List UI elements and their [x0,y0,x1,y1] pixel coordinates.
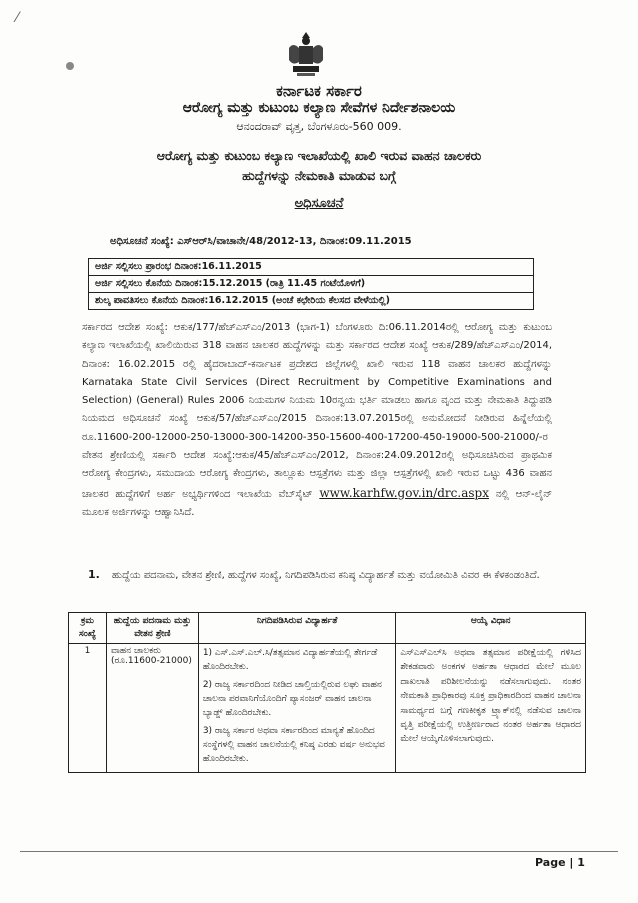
margin-mark: ⁄ [16,10,19,26]
post-pay-scale: (ರೂ.11600-21000) [110,656,192,666]
table-header-row [69,613,586,644]
cell-post [106,644,198,773]
important-dates-box [88,258,534,310]
header-qualification: ನಿಗದಿಪಡಿಸಿರುವ ವಿದ್ಯಾರ್ಹತೆ [198,613,396,644]
website-link[interactable]: www.karhfw.gov.in/drc.aspx [319,485,489,500]
body-paragraph: ಸರ್ಕಾರದ ಆದೇಶ ಸಂಖ್ಯೆ: ಆಕುಕ/177/ಹೆಚ್‌ಎಸ್‌ಎಂ/2013 (ಭಾಗ-1) ಬೆಂಗಳೂರು ದಿ:06.11.2014ರಲ್ಲಿ ಆರೋಗ್ಯ ಮತ್ತು ಕುಟುಂಬ ಕಲ್ಯಾಣ ಇಲಾಖೆಯಲ್ಲಿ ಖಾಲಿಯಿರುವ 318 ವಾಹನ ಚಾಲಕರ ಹುದ್ದೆಗಳನ್ನು ಮತ್ತು ಸರ್ಕಾರದ ಆದೇಶ ಸಂಖ್ಯೆ ಆಕುಕ/289/ಹೆಚ್‌ಎಸ್‌ಎಂ/2014, ದಿನಾಂಕ: 16.02.2015 ರಲ್ಲಿ ಹೈದರಾಬಾದ್-ಕರ್ನಾಟಕ ಪ್ರದೇಶದ ಜಿಲ್ಲೆಗಳಲ್ಲಿ ಖಾಲಿ ಇರುವ 118 ವಾಹನ ಚಾಲಕರ ಹುದ್ದೆಗಳನ್ನು Karnataka State Civil Services (Direct Recruitment by Competitive Examinations and Selection) (General) Rules 2006 ನಿಯಮಗಳ ನಿಯಮ 10ರನ್ವಯ ಭರ್ತಿ ಮಾಡಲು ಹಾಗೂ ವೃಂದ ಮತ್ತು ನೇಮಕಾತಿ ತಿದ್ದುಪಡಿ ನಿಯಮದ ಅಧಿಸೂಚನೆ ಸಂಖ್ಯೆ ಆಕುಕ/57/ಹೆಚ್‌ಎಸ್‌ಎಂ/2015 ದಿನಾಂಕ:13.07.2015ರಲ್ಲಿ ಅನುಮೋದನೆ ನೀಡಿರುವ ಹಿನ್ನೆಲೆಯಲ್ಲಿ ರೂ.11600-200-12000-250-13000-300-14200-350-15600-400-17200-450-19000-500-21000/-ರ ವೇತನ ಶ್ರೇಣಿಯಲ್ಲಿ ಸರ್ಕಾರಿ ಆದೇಶ ಸಂಖ್ಯೆ:ಆಕುಕ/45/ಹೆಚ್‌ಎಸ್‌ಎಂ/2012, ದಿನಾಂಕ:24.09.2012ರಲ್ಲಿ ಅಧಿಸೂಚಿಸಿರುವ ಪ್ರಾಥಮಿಕ ಆರೋಗ್ಯ ಕೇಂದ್ರಗಳು, ಸಮುದಾಯ ಆರೋಗ್ಯ ಕೇಂದ್ರಗಳು, ತಾಲ್ಲೂಕು ಆಸ್ಪತ್ರೆಗಳು ಮತ್ತು ಜಿಲ್ಲಾ ಆಸ್ಪತ್ರೆಗಳಲ್ಲಿ ಖಾಲಿ ಇರುವ ಒಟ್ಟು 436 ವಾಹನ ಚಾಲಕರ ಹುದ್ದೆಗಳಿಗೆ ಅರ್ಹ ಅಭ್ಯರ್ಥಿಗಳಿಂದ ಇಲಾಖೆಯ ವೆಬ್‌ಸೈಟ್ [82,322,552,500]
office-address: ಆನಂದರಾವ್ ವೃತ್ತ, ಬೆಂಗಳೂರು-560 009. [236,120,402,133]
table-row [69,644,586,773]
cell-serial: 1 [69,644,107,773]
header-post: ಹುದ್ದೆಯ ಪದನಾಮ ಮತ್ತು ವೇತನ ಶ್ರೇಣಿ [106,613,198,644]
notification-title: ಅಧಿಸೂಚನೆ [294,196,344,211]
page-number: Page | 1 [535,856,585,869]
date-application-end: ಅರ್ಜಿ ಸಲ್ಲಿಸಲು ಕೊನೆಯ ದಿನಾಂಕ:15.12.2015 (ರಾತ್ರಿ 11.45 ಗಂಟೆಯೊಳಗೆ) [89,276,533,293]
government-title: ಕರ್ನಾಟಕ ಸರ್ಕಾರ [276,82,362,100]
cell-qualification [198,644,396,773]
header-selection: ಆಯ್ಕೆ ವಿಧಾನ [396,613,586,644]
footer-rule [20,851,618,852]
cell-selection-method: ಎಸ್‌ಎಸ್‌ಎಲ್‌ಸಿ ಅಥವಾ ತತ್ಸಮಾನ ಪರೀಕ್ಷೆಯಲ್ಲಿ ಗಳಿಸಿದ ಶೇಕಡವಾರು ಅಂಕಗಳ ಅರ್ಹತಾ ಆಧಾರದ ಮೇಲೆ ಮೂಲ ದಾಖಲಾತಿ ಪರಿಶೀಲನೆಯನ್ನು ನಡೆಸಲಾಗುವುದು. ನಂತರ ನೇಮಕಾತಿ ಪ್ರಾಧಿಕಾರವು ಸೂಕ್ತ ಪ್ರಾಧಿಕಾರದಿಂದ ವಾಹನ ಚಾಲನಾ ಸಾಮರ್ಥ್ಯದ ಬಗ್ಗೆ ಗಣಕೀಕೃತ ಟ್ರ್ಯಾಕ್‌ನಲ್ಲಿ ನಡೆಸುವ ಚಾಲನಾ ವೃತ್ತಿ ಪರೀಕ್ಷೆಯಲ್ಲಿ ಉತ್ತೀರ್ಣರಾದ ನಂತರ ಅರ್ಹತಾ ಆಧಾರದ ಮೇಲೆ ಆಯ್ಕೆಗೊಳಿಸಲಾಗುವುದು. [396,644,586,773]
body-paragraph-end: ನಲ್ಲಿ ಆನ್-ಲೈನ್ ಮೂಲಕ ಅರ್ಜಿಗಳನ್ನು ಆಹ್ವಾನಿಸಿದೆ. [82,488,553,518]
qualification-item: 1) ಎಸ್.ಎಸ್.ಎಲ್.ಸಿ/ತತ್ಸಮಾನ ವಿದ್ಯಾರ್ಹತೆಯಲ್ಲಿ ತೇರ್ಗಡೆ ಹೊಂದಿರಬೇಕು. [202,648,378,672]
notification-body [82,319,552,522]
punch-hole-mark [66,62,74,70]
post-details-table [68,612,586,773]
qualification-item: 3) ರಾಜ್ಯ ಸರ್ಕಾರ ಅಥವಾ ಸರ್ಕಾರದಿಂದ ಮಾನ್ಯತೆ ಹೊಂದಿದ ಸಂಸ್ಥೆಗಳಲ್ಲಿ ವಾಹನ ಚಾಲನೆಯಲ್ಲಿ ಕನಿಷ್ಠ ಎರಡು ವರ್ಷ ಅನುಭವ ಹೊಂದಿರಬೇಕು. [202,726,385,764]
directorate-title: ಆರೋಗ್ಯ ಮತ್ತು ಕುಟುಂಬ ಕಲ್ಯಾಣ ಸೇವೆಗಳ ನಿರ್ದೇಶನಾಲಯ [182,100,456,116]
post-name: ವಾಹನ ಚಾಲಕರು [110,646,161,656]
subject-line-2: ಹುದ್ದೆಗಳನ್ನು ನೇಮಕಾತಿ ಮಾಡುವ ಬಗ್ಗೆ [242,168,396,183]
section-text: ಹುದ್ದೆಯ ಪದನಾಮ, ವೇತನ ಶ್ರೇಣಿ, ಹುದ್ದೆಗಳ ಸಂಖ್ಯೆ, ನಿಗದಿಪಡಿಸಿರುವ ಕನಿಷ್ಠ ವಿದ್ಯಾರ್ಹತೆ ಮತ್ತು ವಯೋಮಿತಿ ವಿವರ ಈ ಕೆಳಕಂಡಂತಿದೆ. [112,570,540,581]
notification-reference: ಅಧಿಸೂಚನೆ ಸಂಖ್ಯೆ: ಎಸ್‌ಆರ್‌ಸಿ/ವಾಚಾನೇ/48/2012-13, ದಿನಾಂಕ:09.11.2015 [110,236,412,247]
date-fee-payment-end: ಶುಲ್ಕ ಪಾವತಿಸಲು ಕೊನೆಯ ದಿನಾಂಕ:16.12.2015 (ಅಂಚೆ ಕಛೇರಿಯ ಕೆಲಸದ ವೇಳೆಯಲ್ಲಿ) [95,295,390,306]
date-application-start: ಅರ್ಜಿ ಸಲ್ಲಿಸಲು ಪ್ರಾರಂಭ ದಿನಾಂಕ:16.11.2015 [89,259,533,276]
karnataka-emblem-icon [285,28,327,80]
section-number: 1. [88,568,100,581]
qualification-item: 2) ರಾಜ್ಯ ಸರ್ಕಾರದಿಂದ ನೀಡಿದ ಚಾಲ್ತಿಯಲ್ಲಿರುವ ಲಘು ವಾಹನ ಚಾಲನಾ ಪರವಾನಿಗೆಯೊಂದಿಗೆ ಪ್ಯಾಸಂಜರ್ ವಾಹನ ಚಾಲನಾ ಬ್ಯಾಡ್ಜ್ ಹೊಂದಿರಬೇಕು. [202,680,382,718]
subject-line-1: ಆರೋಗ್ಯ ಮತ್ತು ಕುಟುಂಬ ಕಲ್ಯಾಣ ಇಲಾಖೆಯಲ್ಲಿ ಖಾಲಿ ಇರುವ ವಾಹನ ಚಾಲಕರು [156,148,482,163]
header-serial: ಕ್ರಮ ಸಂಖ್ಯೆ [69,613,107,644]
